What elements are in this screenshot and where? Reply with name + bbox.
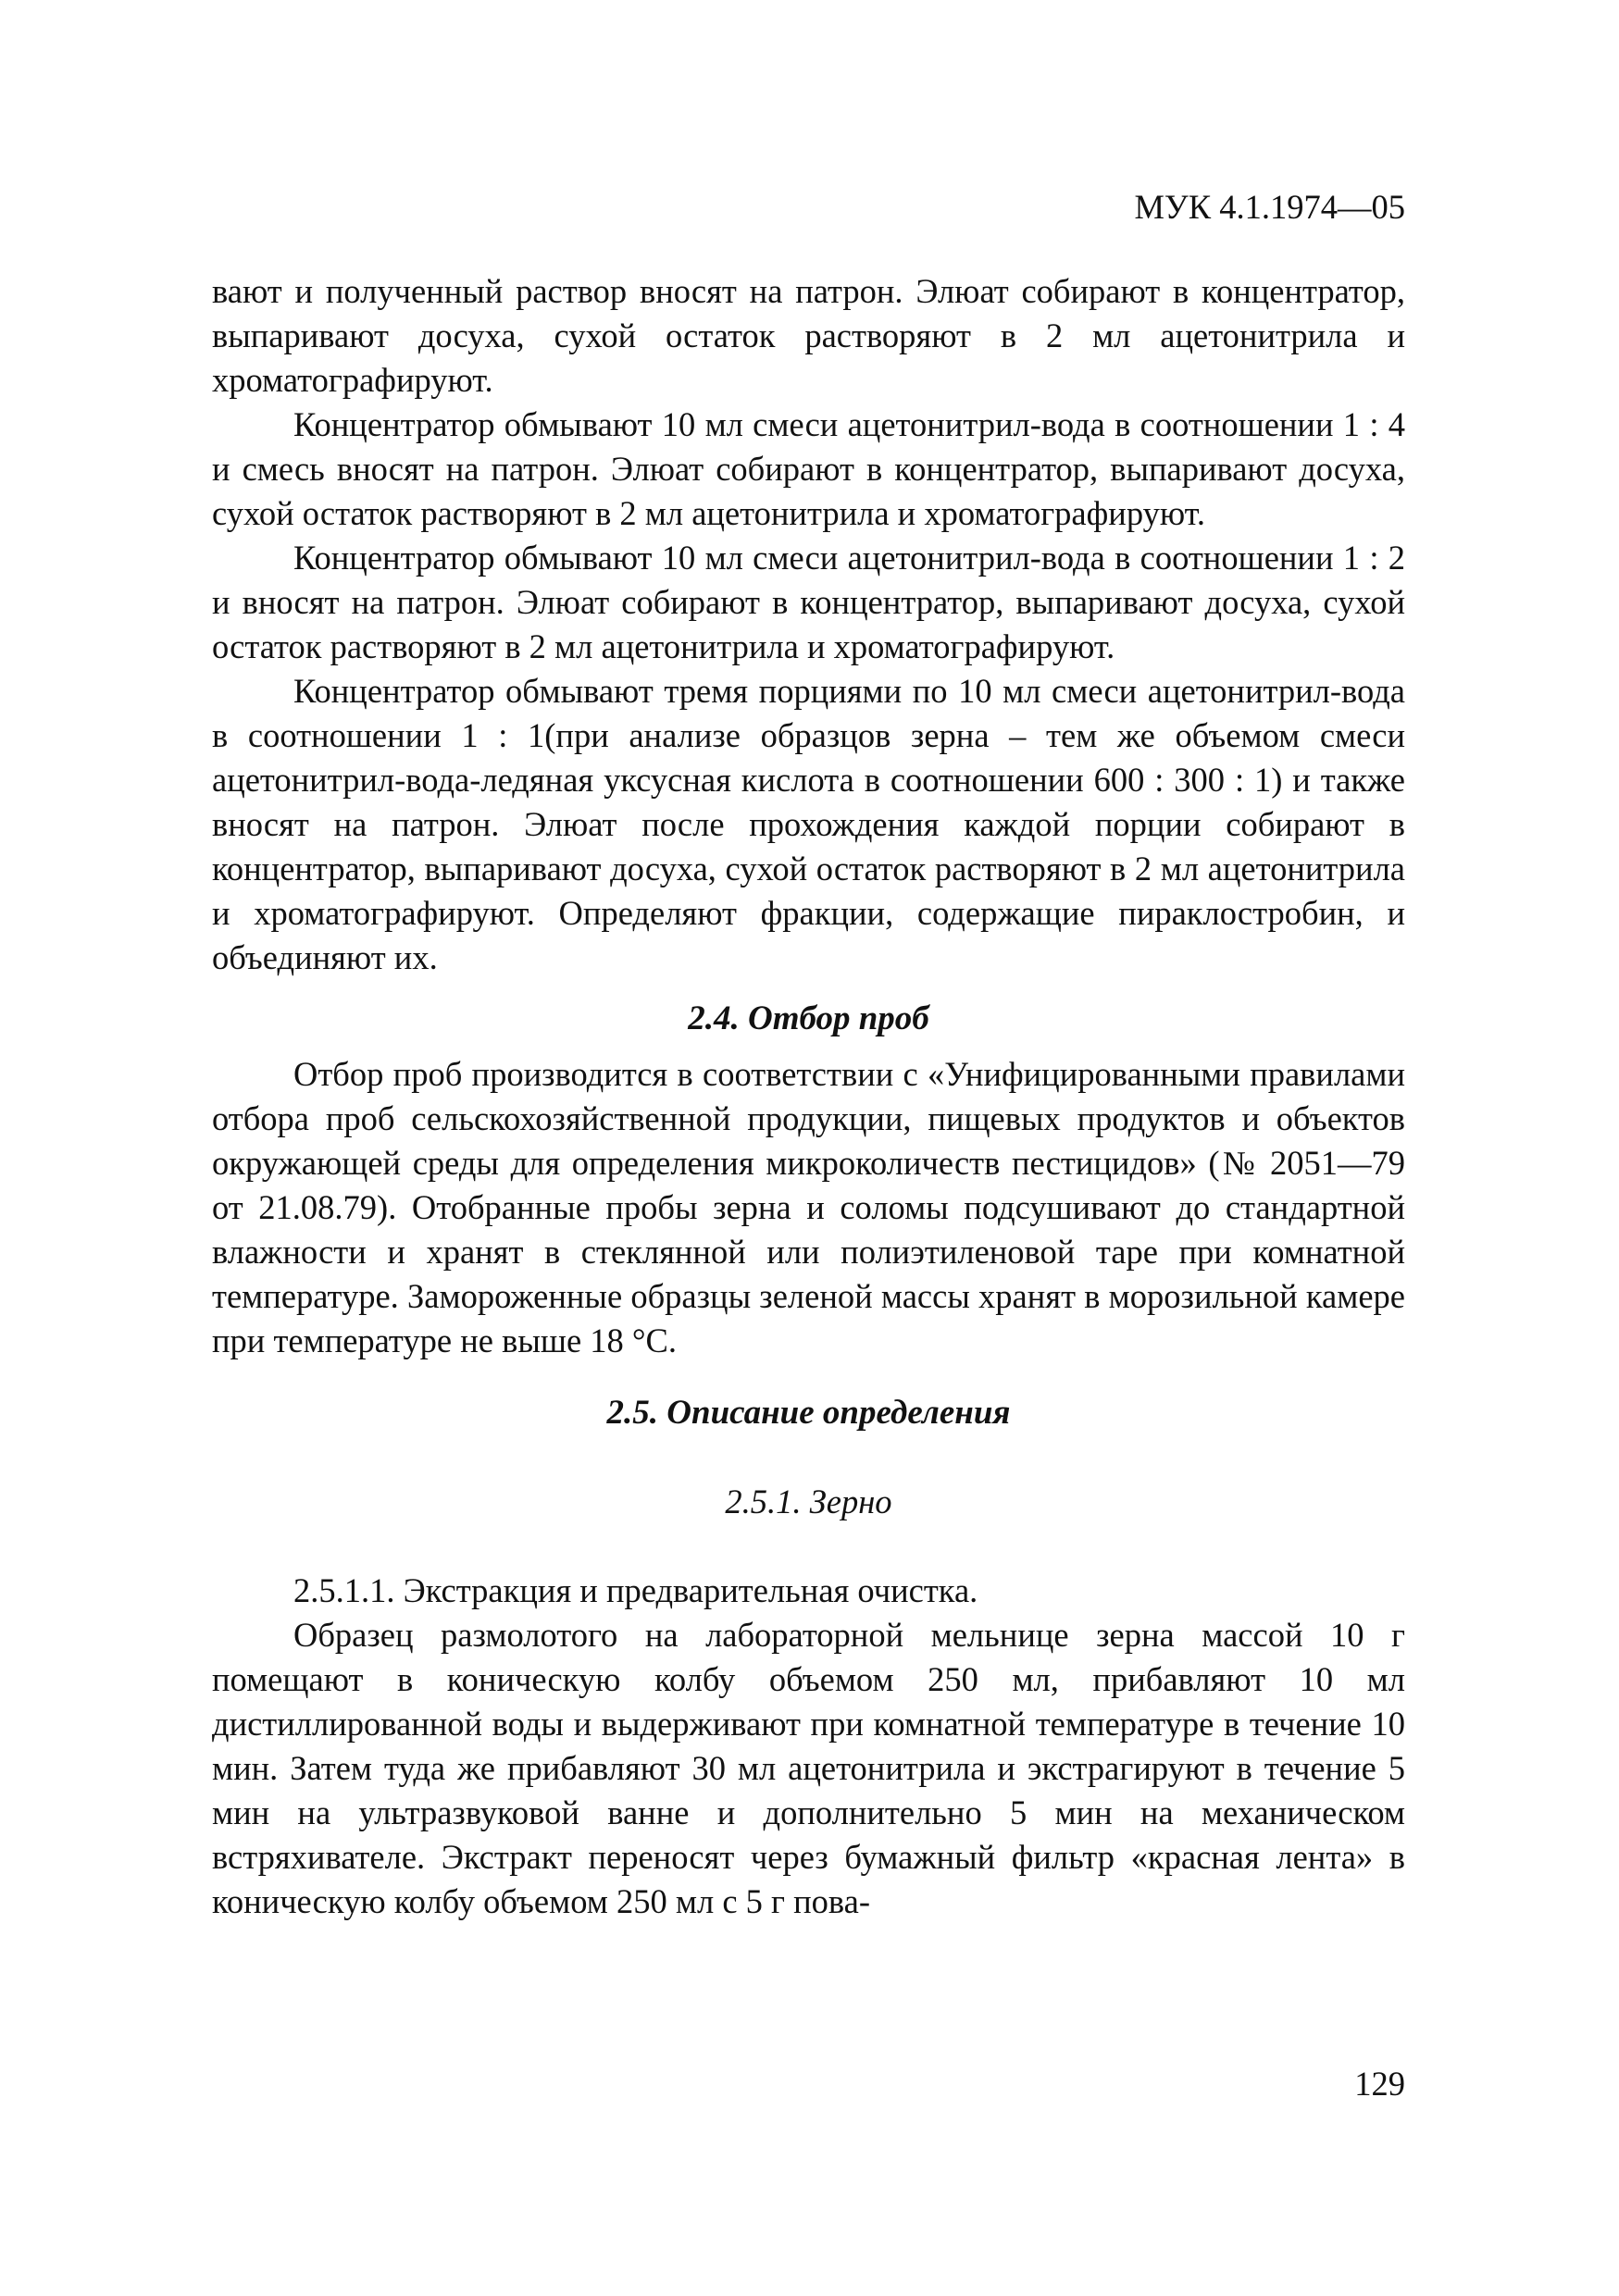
page-number: 129	[1354, 2065, 1405, 2103]
section-heading-2-4: 2.4. Отбор проб	[688, 999, 929, 1037]
paragraph: Концентратор обмывают тремя порциями по 10 мл смеси ацетонитрил-вода в соотношении 1 : 1(при анализе образцов зерна – тем же объемом смеси ацетонитрил-вода-ледяная уксусная кислота в соотношении 600 : 300 : 1) и также вносят на патрон. Элюат после прохождения каждой порции собирают в концентратор, выпаривают досуха, сухой остаток растворяют в 2 мл ацетонитрила и хроматографируют. Определяют фракции, содержащие пираклостробин, и объединяют их.	[212, 672, 1405, 976]
paragraph: Концентратор обмывают 10 мл смеси ацетонитрил-вода в соотношении 1 : 2 и вносят на патрон. Элюат собирают в концентратор, выпаривают досуха, сухой остаток растворяют в 2 мл ацетонитрила и хроматографируют.	[212, 539, 1405, 665]
paragraph: Отбор проб производится в соответствии с «Унифицированными правилами отбора проб сельскохозяйственной продукции, пищевых продуктов и объектов окружающей среды для определения микроколичеств пестицидов» (№ 2051—79 от 21.08.79). Отобранные пробы зерна и соломы подсушивают до стандартной влажности и хранят в стеклянной или полиэтиленовой таре при комнатной температуре. Замороженные образцы зеленой массы хранят в морозильной камере при температуре не выше 18 °С.	[212, 1055, 1405, 1359]
paragraph-continuation: вают и полученный раствор вносят на патрон. Элюат собирают в концентратор, выпаривают досуха, сухой остаток растворяют в 2 мл ацетонитрила и хроматографируют.	[212, 272, 1405, 399]
section-heading-2-5: 2.5. Описание определения	[606, 1394, 1011, 1432]
paragraph: Концентратор обмывают 10 мл смеси ацетонитрил-вода в соотношении 1 : 4 и смесь вносят на патрон. Элюат собирают в концентратор, выпаривают досуха, сухой остаток растворяют в 2 мл ацетонитрила и хроматографируют.	[212, 405, 1405, 532]
subsection-heading-2-5-1: 2.5.1. Зерно	[725, 1483, 892, 1520]
page-body	[212, 269, 1405, 1924]
running-header: МУК 4.1.1974—05	[1134, 188, 1405, 226]
paragraph: Образец размолотого на лабораторной мельнице зерна массой 10 г помещают в коническую колбу объемом 250 мл, прибавляют 10 мл дистиллированной воды и выдерживают при комнатной температуре в течение 10 мин. Затем туда же прибавляют 30 мл ацетонитрила и экстрагируют в течение 5 мин на ультразвуковой ванне и дополнительно 5 мин на механическом встряхивателе. Экстракт переносят через бумажный фильтр «красная лента» в коническую колбу объемом 250 мл с 5 г пова-	[212, 1616, 1405, 1920]
item-heading-2-5-1-1: 2.5.1.1. Экстракция и предварительная очистка.	[293, 1571, 978, 1609]
